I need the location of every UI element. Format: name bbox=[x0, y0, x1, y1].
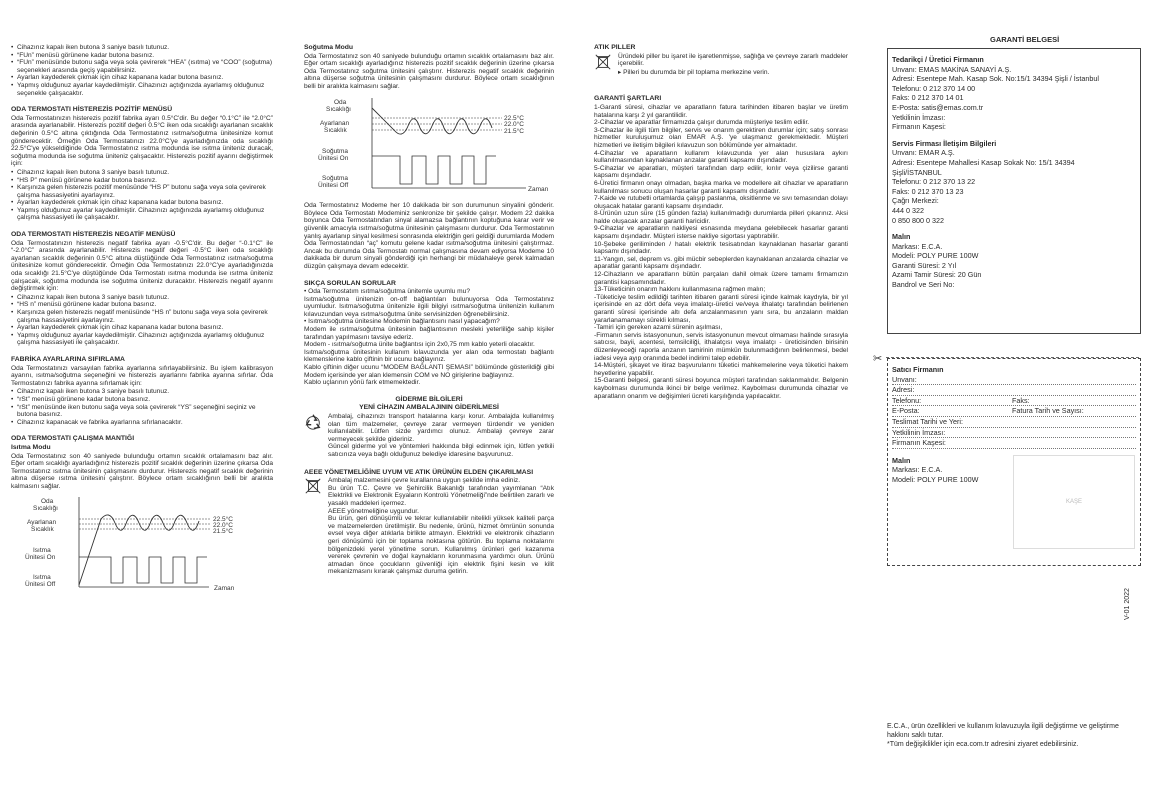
info-line: Bandrol ve Seri No: bbox=[892, 280, 955, 290]
diagram-label: Oda bbox=[334, 98, 347, 106]
list-item: • Ayarları kaydederek çıkmak için cihaz kapanana kadar butona basınız. bbox=[17, 74, 273, 82]
list-item: • Ayarları kaydederek çıkmak için cihaz kapanana kadar butona basınız. bbox=[17, 199, 273, 207]
list-item: • Cihazınız kapalı iken butona 3 saniye basılı tutunuz. bbox=[17, 44, 273, 52]
paragraph: Ambalaj malzemesini çevre kurallarına uygun şekilde imha ediniz. Bu ürün T.C. Çevre ve Şehircilik Bakanlığı tarafından yayımlanan “Atık Elektrikli ve Elektronik Eşyaların Kontrolü Yönetmeliği”nde belirtilen zararlı ve yasaklı maddeleri içermez. AEEE yönetmeliğine uygundur. Bu ürün, geri dönüşümlü ve tekrar kullanılabilir nitelikli yüksek kaliteli parça ve malzemelerden üretilmiştir. Bu nedenle, ürünü, hizmet ömrünün sonunda evsel veya diğer atıklarla birlikte atmayın. Elektrikli ve elektronik cihazların geri dönüşümü için bir toplama noktasına götürün. Bu toplama noktalarını bölgenizdeki yerel yönetime sorun. Kullanılmış ürünleri geri kazanıma vererek çevrenin ve doğal kaynakların korunmasına yardımcı olun. Ürünü atmadan önce çocukların güvenliği için elektrik fişini kesin ve kilit mekanizmasını kırarak çalışmaz duruma getirin. bbox=[328, 477, 554, 576]
list-item: • Yapmış olduğunuz ayarlar kaydedilmiştir. Cihazınızı açtığınızda ayarlamış olduğunuz çalışma hassasiyeti ile çalışacaktır. bbox=[17, 332, 273, 347]
info-line: Firmanın Kaşesi: bbox=[892, 122, 946, 132]
version-label: V-01 2022 bbox=[1124, 588, 1131, 620]
diagram-label: Oda bbox=[41, 498, 54, 506]
list-item: • “rSt” menüsünde iken butonu sağa veya sola çevirerek “YS” seçeneğini seçiniz ve butona basınız. bbox=[17, 404, 273, 419]
field-label: Adresi: bbox=[892, 385, 915, 395]
info-line: Azami Tamir Süresi: 20 Gün bbox=[892, 270, 982, 280]
column-2 bbox=[304, 44, 554, 796]
info-line: Markası: E.C.A. bbox=[892, 465, 943, 475]
threshold-label: 21.5°C bbox=[504, 127, 524, 135]
field-label: Firmanın Kaşesi: bbox=[892, 438, 946, 448]
diagram-label: Ayarlanan bbox=[320, 119, 350, 127]
block-title: Malın bbox=[892, 455, 911, 465]
step-list bbox=[11, 388, 273, 426]
section-title: ODA TERMOSTATI HİSTEREZİS NEGATİF MENÜSÜ bbox=[11, 231, 176, 239]
paragraph: Oda Termostatınız son 40 saniyede bulunduğu ortamın sıcaklık ortalamasını baz alır. Eğer ortam sıcaklığı ayarladığınız histerezis pozitif sıcaklık değerinin üzerine çıkarsa Oda Termostatınız ısıtma ünitesinin çalışmasını durdurur. Histerezis negatif sıcaklık değerinin altına düşerse ısıtma ünitesini çalıştırır. Böylece ortam sıcaklığının belli bir aralıkta kalmasını sağlar. bbox=[11, 452, 273, 490]
crossed-bin-icon bbox=[304, 477, 322, 495]
info-line: Telefonu: 0 212 370 13 22 bbox=[892, 177, 976, 187]
recycle-icon bbox=[304, 413, 322, 431]
section-title: FABRİKA AYARLARINA SIFIRLAMA bbox=[11, 355, 125, 363]
list-item: • Yapmış olduğunuz ayarlar kaydedilmiştir. Cihazınızı açtığınızda ayarlamış olduğunuz seçenekle çalışacaktır. bbox=[17, 82, 273, 97]
list-item: • Yapmış olduğunuz ayarlar kaydedilmiştir. Cihazınızı açtığınızda ayarlamış olduğunuz çalışma hassasiyeti ile çalışacaktır. bbox=[17, 207, 273, 222]
diagram-label: Sıcaklığı bbox=[33, 505, 58, 513]
info-line: 0 850 800 0 322 bbox=[892, 215, 944, 225]
info-line: 444 0 322 bbox=[892, 205, 924, 215]
threshold-label: 22.0°C bbox=[213, 522, 233, 530]
diagram-label: Isıtma bbox=[33, 574, 51, 582]
info-line: Yetkilinin İmzası: bbox=[892, 112, 946, 122]
diagram-label: Soğutma bbox=[322, 147, 349, 155]
field-label: Telefonu: bbox=[892, 395, 922, 405]
info-line: Adresi: Esentepe Mah. Kasap Sok. No:15/1 34394 Şişli / İstanbul bbox=[892, 74, 1099, 84]
field-label: Faks: bbox=[1012, 395, 1030, 405]
paragraph: Ambalaj, cihazınızı transport hatalarına karşı korur. Ambalajda kullanılmış olan tüm malzemeler, çevreye zarar vermeyen türdendir ve yeniden kullanılabilir. Lütfen sizde yardımcı olunuz. Ambalajı çevreye zarar vermeyecek şekilde gideriniz. Güncel giderme yol ve yöntemleri hakkında bilgi edinmek için, lütfen yetkili satıcınıza veya bağlı olduğunuz belediye idaresine başvurunuz. bbox=[328, 413, 554, 458]
section-title: ODA TERMOSTATI HİSTEREZİS POZİTİF MENÜSÜ bbox=[11, 106, 173, 114]
x-axis-label: Zaman bbox=[528, 185, 549, 193]
diagram-label: Ünitesi On bbox=[318, 154, 349, 162]
step-list bbox=[11, 294, 273, 347]
info-line: Unvanı: EMAS MAKİNA SANAYİ A.Ş. bbox=[892, 64, 1012, 74]
footnote-line: *Tüm değişiklikler için eca.com.tr adresini ziyaret edebilirsiniz. bbox=[887, 741, 1079, 748]
form-field[interactable] bbox=[892, 438, 1136, 449]
list-item: • Cihazınız kapalı iken butona 3 saniye basılı tutunuz. bbox=[17, 294, 273, 302]
crossed-bin-icon bbox=[594, 53, 612, 71]
block-title: Tedarikçi / Üretici Firmanın bbox=[892, 55, 984, 64]
info-line: Unvanı: EMAR A.Ş. bbox=[892, 148, 955, 158]
info-line: E-Posta: satis@emas.com.tr bbox=[892, 102, 984, 112]
warranty-certificate-box bbox=[887, 48, 1141, 334]
diagram-label: Sıcaklığı bbox=[326, 105, 351, 113]
info-line: Adresi: Esentepe Mahallesi Kasap Sokak No: 15/1 34394 bbox=[892, 157, 1075, 167]
info-line: Şişli/İSTANBUL bbox=[892, 167, 942, 177]
diagram-label: Ünitesi Off bbox=[25, 581, 56, 589]
section-title: ATIK PİLLER bbox=[594, 44, 636, 51]
field-label: E-Posta: bbox=[892, 406, 920, 416]
section-title: SIKÇA SORULAN SORULAR bbox=[304, 279, 396, 287]
block-title: Servis Firması İletişim Bilgileri bbox=[892, 138, 997, 148]
field-label: Unvanı: bbox=[892, 374, 917, 384]
diagram-label: Ünitesi Off bbox=[318, 181, 349, 189]
info-line: Telefonu: 0 212 370 14 00 bbox=[892, 83, 976, 93]
list-item: • “HS n” menüsü görünene kadar butona basınız. bbox=[17, 301, 273, 309]
cooling-mode-diagram bbox=[304, 96, 554, 196]
stamp-area[interactable]: KAŞE bbox=[1013, 455, 1135, 549]
scissors-icon: ✂ bbox=[873, 353, 883, 365]
paragraph: Oda Termostatınızı varsayılan fabrika ayarlarına sıfırlayabilirsiniz. Bu işlem kalibrasyon ayarını, ısıtma/soğutma seçeneğini ve histerezis ayarlarını fabrika ayarına sıfırlar. Oda Termostatınızı fabrika ayarına sıfırlamak için: bbox=[11, 364, 273, 387]
form-field[interactable] bbox=[892, 375, 1136, 386]
unit-state-line bbox=[372, 156, 496, 184]
faq-text: • Oda Termostatım ısıtma/soğutma ünitemle uyumlu mu? Isıtma/soğutma ünitenizin on-off bağlantıları bulunuyorsa Oda Termostatınız uyumludur. Isıtma/soğutma ünitenizle ilgili bilgiyi ısıtma/soğutma ünitenizin kullanım kılavuzundan veya ısıtma/soğutma ünite servisinizden öğrenebilirsiniz. • Isıtma/soğutma ünitesine Modemin bağlantısını nasıl yapacağım? Modem ile ısıtma/soğutma ünitesinin bağlantısının mesleki yeterliliğe sahip kişiler tarafından yapılmasını tavsiye ederiz. Modem - ısıtma/soğutma ünite bağlantısı için 2x0,75 mm kablo yeterli olacaktır. Isıtma/soğutma ünitesinin kullanım kılavuzunda yer alan oda termostatı bağlantı klemenslerine kablo çiftinin bir ucunu bağlayınız. Kablo çiftinin diğer ucunu “MODEM BAĞLANTI ŞEMASI” bölümünde gösterildiği gibi Modem içerisinde yer alan klemensin COM ve NO girişlerine bağlayınız. Kablo uçlarının yönü fark etmemektedir. bbox=[304, 288, 554, 387]
diagram-label: Soğutma bbox=[322, 174, 349, 182]
form-field[interactable] bbox=[892, 396, 1136, 407]
warranty-terms: 1-Garanti süresi, cihazlar ve aparatların fatura tarihinden itibaren başlar ve üretim hatalarına karşı 2 yıl garantilidir. 2-Cihazlar ve aparatlar firmamızda çalışır durumda müşteriye teslim edilir. 3-Cihazlar ile ilgili tüm bilgiler, servis ve onarım gerektiren durumlar için; satış sonrası hizmetler kuruluşumuz olan EMAR A.Ş. 'ye ulaşmanız gerekmektedir. Müşteri hizmetleri ve iletişim bilgileri kılavuzun son bölümünde yer almaktadır. 4-Cihazlar ve aparatların kullanım kılavuzunda yer alan hususlara aykırı kullanılmasından kaynaklanan arızalar garanti kapsamı dışındadır. 5-Cihazlar ve aparatları, müşteri tarafından darp edilir, kırılır veya çizilirse garanti kapsamı dışındadır. 6-Üretici firmanın onayı olmadan, başka marka ve modellere ait cihazlar ve aparatların kullanılması sonucu oluşan hasarlar garanti kapsamı dışındadır. 7-Kaide ve rutubetli ortamlarda çalışıp paslanma, oksitlenme ve sıvı temasından dolayı oluşacak hatalar garanti kapsamı dışındadır. 8-Ürünün uzun süre (15 günden fazla) kullanılmadığı durumlarda pilleri çıkarınız. Aksi halde oluşacak arızalar garanti haricidir. 9-Cihazlar ve aparatların nakliyesi esnasında meydana gelebilecek hasarlar garanti kapsamı dışındadır. Müşteri isterse nakliye sigortası yaptırabilir. 10-Şebeke geriliminden / hatalı elektrik tesisatından kaynaklanan hasarlar garanti kapsamı dışındadır. 11-Yangın, sel, deprem vs. gibi mücbir sebeplerden kaynaklanan arızalarda cihazlar ve aparatlar garanti kapsamı dışındadır. 12-Cihazların ve aparatların bütün parçaları dahil olmak üzere tamamı firmamızın garantisi kapsamındadır. 13-Tüketicinin onarım hakkını kullanmasına rağmen malın; -Tüketiciye teslim edildiği tarihten itibaren garanti süresi içinde kalmak kaydıyla, bir yıl içerisinde en az dört defa veya imalatçı-üretici ve/veya ithalatçı tarafından belirlenen garanti süresi içerisinde altı defa arızalanmasının yanı sıra, bu arızaların maldan yararlanamamayı sürekli kılması, -Tamiri için gereken azami sürenin aşılması, -Firmanın servis istasyonunun, servis istasyonunun mevcut olmaması halinde sırasıyla satıcısı, bayii, acentesi, temsilciliği, ithalatçısı veya imalatçı - üreticisinden birisinin düzenleyeceği raporla arızanın tamirinin mümkün bulunmadığının belirlenmesi, bedel iadesi veya ayıp oranında bedel indirimi talep edebilir. 14-Müşteri, şikayet ve itiraz başvurularını tüketici mahkemelerine veya tüketici hakem heyetlerine yapabilir. 15-Garanti belgesi, garanti süresi boyunca müşteri tarafından saklanmalıdır. Belgenin kaybolması durumunda ikinci bir belge verilmez. Kaybolması durumunda cihazlar ve aparatların onarım ve değişimleri ücreti karşılığında yapılacaktır. bbox=[594, 103, 848, 400]
section-subtitle: Isıtma Modu bbox=[11, 443, 51, 451]
footnote bbox=[887, 722, 1139, 749]
unit-state-line bbox=[79, 557, 207, 583]
field-label: Teslimat Tarihi ve Yeri: bbox=[892, 416, 963, 426]
list-item: • Cihazınız kapanacak ve fabrika ayarlarına sıfırlanacaktır. bbox=[17, 419, 273, 427]
list-item: • Cihazınız kapalı iken butona 3 saniye basılı tutunuz. bbox=[17, 388, 273, 396]
section-title: GİDERME BİLGİLERİ bbox=[395, 395, 463, 403]
list-item: • “rSt” menüsü görünene kadar butona basınız. bbox=[17, 396, 273, 404]
list-item: • “HS P” menüsü görünene kadar butona basınız. bbox=[17, 177, 273, 185]
info-line: Çağrı Merkezi: bbox=[892, 196, 939, 206]
paragraph: Oda Termostatınız son 40 saniyede bulunduğu ortamın sıcaklık ortalamasını baz alır. Eğer ortam sıcaklığı ayarladığınız histerezis pozitif sıcaklık değerinin üzerine çıkarsa Oda Termostatınız soğutma ünitesini çalıştırır. Histerezis negatif sıcaklık değerinin altına düşerse soğutma ünitesinin çalışmasını durdurur. Böylece ortam sıcaklığının belli bir aralıkta kalmasını sağlar. bbox=[304, 52, 554, 90]
info-line: Modeli: POLY PURE 100W bbox=[892, 251, 979, 261]
list-item: • Karşınıza gelen histerezis negatif menüsünde “HS n” butonu sağa veya sola çevirerek çalışma hassasiyetini ayarlayınız. bbox=[17, 309, 273, 324]
threshold-label: 21.5°C bbox=[213, 528, 233, 536]
info-line: Markası: E.C.A. bbox=[892, 241, 943, 251]
paragraph: Oda Termostatınız Modeme her 10 dakikada bir son durumunun sinyalini gönderir. Böylece Oda Termostatı Modeminiz senkronize bir şekilde çalışır. Modem 22 dakika boyunca Oda Termostatından sinyal alamazsa bağlantının koptuğuna karar verir ve güvenlik amacıyla ısıtma/soğutma ünitesinin çalışmasını durdurur. Oda Termostatının yanlış ayarlanıp sinyal kesilmesi sonrasında elektriğin geri geldiği durumlarda Modem Oda Termostatından “aç” komutu gelene kadar ısıtma/soğutma ünitesini çalıştırmaz. Ancak bu durumda Oda Termostatı normal çalışmasına devam ediyorsa Modeme 10 dakikada bir durum sinyali gönderdiği için herhangi bir müdahaleye gerek kalmadan düzgün çalışmaya devam edecektir. bbox=[304, 202, 554, 270]
section-title: ODA TERMOSTATI ÇALIŞMA MANTIĞI bbox=[11, 435, 135, 443]
heating-mode-diagram bbox=[11, 495, 261, 595]
list-item: • Ayarları kaydederek çıkmak için cihaz kapanana kadar butona basınız. bbox=[17, 324, 273, 332]
field-label: Fatura Tarih ve Sayısı: bbox=[1012, 406, 1084, 416]
section-title: AEEE YÖNETMELİĞİNE UYUM VE ATIK ÜRÜNÜN ELDEN ÇIKARILMASI bbox=[304, 468, 534, 476]
paragraph: Üründeki piller bu işaret ile işaretlenmişse, sağlığa ve çevreye zararlı maddeler içerebilir. bbox=[618, 52, 848, 68]
block-title: Malın bbox=[892, 232, 911, 242]
info-line: Garanti Süresi: 2 Yıl bbox=[892, 260, 957, 270]
form-field[interactable] bbox=[892, 406, 1136, 417]
diagram-label: Isıtma bbox=[33, 547, 51, 555]
form-field[interactable] bbox=[892, 428, 1136, 439]
seller-form-box bbox=[887, 358, 1141, 566]
threshold-label: 22.0°C bbox=[504, 120, 524, 128]
intro-list bbox=[11, 44, 273, 97]
diagram-label: Sıcaklık bbox=[31, 526, 54, 534]
tip-text: ▸ Pilleri bu durumda bir pil toplama merkezine verin. bbox=[618, 68, 770, 76]
info-line: Faks: 0 212 370 13 23 bbox=[892, 186, 964, 196]
threshold-label: 22.5°C bbox=[213, 516, 233, 524]
diagram-label: Sıcaklık bbox=[324, 126, 347, 134]
form-field[interactable] bbox=[892, 417, 1136, 428]
diagram-label: Ünitesi On bbox=[25, 554, 56, 562]
section-title: GARANTİ ŞARTLARI bbox=[594, 95, 662, 103]
x-axis-label: Zaman bbox=[214, 585, 235, 593]
paragraph: Oda Termostatınızın histerezis negatif fabrika ayarı -0.5°C'dir. Bu değer “-0.1°C” ile “-2.0°C” arasında ayarlanabilir. Histerezis negatif değeri -0.5°C iken oda sıcaklığı ayarlanan sıcaklık değerinin 0.5°C altına düştüğünde Oda Termostatınız ısıtma/soğutma ünitesinize komut gönderecektir. Örneğin Oda Termostatınızı 22.0°C'ye ayarladığınızda oda sıcaklığı 21.5°C'ye düştüğünde Oda Termostatı ısıtma modunda ise ısıtma üniteniz çalışacak, soğutma modunda ise soğutma üniteniz duracaktır. Histerezis negatif ayarını değiştirmek için: bbox=[11, 239, 273, 293]
list-item: • “FUn” menüsünde butonu sağa veya sola çevirerek “HEA” (ısıtma) ve “COO” (soğutma) seçenekleri arasında geçiş yapabilirsiniz. bbox=[17, 59, 273, 74]
diagram-label: Ayarlanan bbox=[27, 519, 57, 527]
page-title: GARANTİ BELGESİ bbox=[990, 35, 1060, 44]
column-1 bbox=[11, 44, 273, 796]
list-item: • Karşınıza gelen histerezis pozitif menüsünde “HS P” butonu sağa veya sola çevirerek çalışma hassasiyetini ayarlayınız. bbox=[17, 184, 273, 199]
list-item: • Cihazınız kapalı iken butona 3 saniye basılı tutunuz. bbox=[17, 169, 273, 177]
step-list bbox=[11, 169, 273, 222]
section-title: Soğutma Modu bbox=[304, 44, 354, 51]
field-label: Yetkilinin İmzası: bbox=[892, 427, 946, 437]
threshold-label: 22.5°C bbox=[504, 114, 524, 122]
paragraph: Oda Termostatınızın histerezis pozitif fabrika ayarı 0.5°C'dir. Bu değer “0.1°C” ile “2.0°C” arasında ayarlanabilir. Histerezis pozitif değeri 0.5°C iken oda sıcaklığı ayarlanan sıcaklık değerinin 0.5°C altına çıktığında Oda Termostatınız ısıtma/soğutma ünitesinize komut gönderecektir. Örneğin Oda Termostatınızı 22.0°C'ye ayarladığınızda oda sıcaklığı 22.5°C'ye yükseldiğinde Oda Termostatınız ısıtma modunda ise ısıtma üniteniz duracak, soğutma modunda ise soğutma üniteniz çalışacaktır. Histerezis pozitif ayarını değiştirmek için: bbox=[11, 114, 273, 168]
info-line: Modeli: POLY PURE 100W bbox=[892, 474, 979, 484]
list-item: • “FUn” menüsü görünene kadar butona basınız. bbox=[17, 52, 273, 60]
temperature-curve bbox=[79, 515, 199, 585]
info-line: Faks: 0 212 370 14 01 bbox=[892, 93, 964, 103]
section-subtitle: YENİ CİHAZIN AMBALAJININ GİDERİLMESİ bbox=[359, 404, 499, 412]
footnote-line: E.C.A., ürün özellikleri ve kullanım kılavuzuyla ilgili değiştirme ve geliştirme hakkını saklı tutar. bbox=[887, 723, 1119, 739]
form-field[interactable] bbox=[892, 385, 1136, 396]
column-3 bbox=[594, 44, 848, 796]
block-title: Satıcı Firmanın bbox=[892, 365, 944, 374]
